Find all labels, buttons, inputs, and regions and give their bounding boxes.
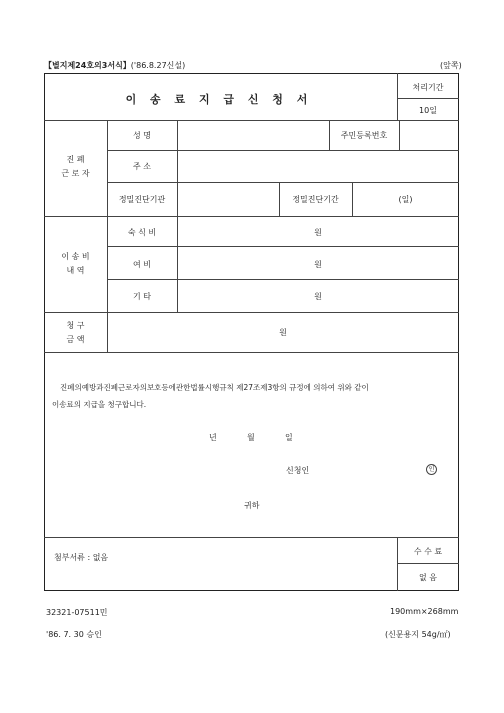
expense-row-other-unit[interactable]: 원: [314, 292, 322, 301]
fee-value: 없 음: [419, 573, 437, 582]
seal-mark: [426, 464, 437, 475]
fee-label: 수 수 료: [413, 547, 443, 556]
clinic-label: 정밀진단기관: [118, 195, 166, 204]
claim-amount-label: 청 구 금 액: [66, 321, 85, 344]
seal-icon: 인: [426, 464, 437, 475]
applicant-label: 신청인: [286, 466, 310, 475]
processing-period-value: 10일: [419, 106, 437, 115]
address-field[interactable]: [178, 151, 458, 181]
claim-amount-unit[interactable]: 원: [279, 328, 287, 337]
paper-type: (신문용지 54g/㎡): [385, 630, 451, 639]
expense-group-label: 이 송 비 내 역: [61, 252, 90, 275]
date-month: 월: [247, 433, 255, 442]
approval-note: '86. 7. 30 승인: [46, 630, 102, 639]
period-label: 정밀진단기간: [292, 195, 339, 204]
statement-line-2: 이송료의 지급을 청구합니다.: [52, 400, 147, 409]
attachments-label: 첨부서류 : 없음: [54, 553, 109, 562]
resident-id-label: 주민등록번호: [340, 131, 388, 140]
processing-period-label: 처리기간: [412, 83, 444, 92]
expense-row-lodging-label: 숙 식 비: [127, 228, 157, 237]
expense-row-travel-unit[interactable]: 원: [314, 260, 322, 269]
expense-row-other-label: 기 타: [133, 292, 151, 301]
statement-line-1: 진폐의예방과진폐근로자의보호등에관한법률시행규칙 제27조제3항의 규정에 의하여 위와 같이: [60, 383, 369, 392]
resident-id-field[interactable]: [400, 121, 458, 149]
revision-note: ('86.8.27신설): [130, 61, 186, 70]
expense-row-travel-label: 여 비: [133, 260, 151, 269]
applicant-name-field[interactable]: [315, 462, 423, 476]
paper-size: 190mm×268mm: [390, 607, 459, 616]
orientation-note: (앞쪽): [440, 61, 462, 70]
addressee-label: 귀하: [244, 501, 260, 510]
date-day: 일: [285, 433, 293, 442]
expense-row-lodging-unit[interactable]: 원: [314, 228, 322, 237]
worker-group-label: 진 폐 근 로 자: [61, 155, 90, 178]
form-number: 32321-07511민: [46, 608, 108, 617]
name-label: 성 명: [133, 131, 151, 140]
clinic-field[interactable]: [178, 183, 278, 215]
period-unit: (일): [398, 195, 413, 204]
form-title: 이 송 료 지 급 신 청 서: [125, 93, 313, 106]
form-code: 【별지제24호의3서식】('86.8.27신설): [44, 61, 186, 70]
address-label: 주 소: [133, 162, 151, 171]
date-year: 년: [209, 433, 217, 442]
name-field[interactable]: [178, 121, 328, 149]
